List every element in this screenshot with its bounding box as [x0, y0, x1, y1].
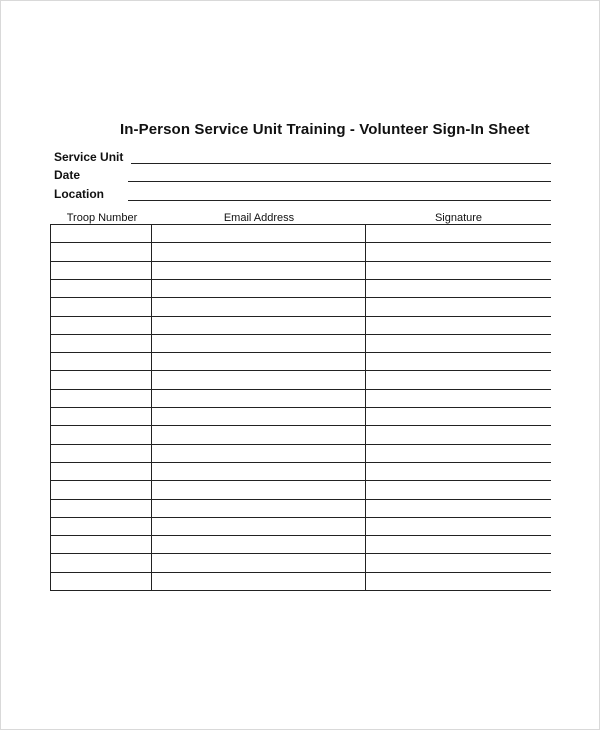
table-bottom-border: [50, 590, 551, 591]
email-address-cell[interactable]: [152, 536, 366, 553]
location-label: Location: [54, 187, 104, 201]
service-unit-line[interactable]: [131, 163, 551, 164]
table-row: [50, 407, 551, 425]
table-row: [50, 334, 551, 352]
email-address-cell[interactable]: [152, 280, 366, 297]
email-address-cell[interactable]: [152, 262, 366, 279]
table-row: [50, 553, 551, 571]
table-row: [50, 462, 551, 480]
email-address-cell[interactable]: [152, 371, 366, 388]
email-address-cell[interactable]: [152, 554, 366, 571]
signature-cell[interactable]: [366, 353, 551, 370]
signature-cell[interactable]: [366, 243, 551, 260]
email-address-cell[interactable]: [152, 335, 366, 352]
email-address-cell[interactable]: [152, 518, 366, 535]
table-row: [50, 316, 551, 334]
signature-cell[interactable]: [366, 371, 551, 388]
table-row: [50, 352, 551, 370]
service-unit-field: [54, 150, 551, 168]
troop-number-cell[interactable]: [52, 518, 152, 535]
table-row: [50, 444, 551, 462]
signature-cell[interactable]: [366, 554, 551, 571]
sheet-title: In-Person Service Unit Training - Volunteer Sign-In Sheet: [120, 121, 530, 138]
email-address-cell[interactable]: [152, 500, 366, 517]
troop-number-cell[interactable]: [52, 445, 152, 462]
location-line[interactable]: [128, 200, 551, 201]
table-row: [50, 425, 551, 443]
email-address-cell[interactable]: [152, 481, 366, 498]
troop-number-cell[interactable]: [52, 317, 152, 334]
table-row: [50, 517, 551, 535]
troop-number-cell[interactable]: [52, 536, 152, 553]
signature-cell[interactable]: [366, 500, 551, 517]
location-field: [54, 187, 551, 205]
email-address-cell[interactable]: [152, 408, 366, 425]
signature-cell[interactable]: [366, 426, 551, 443]
table-row: [50, 279, 551, 297]
signature-cell[interactable]: [366, 317, 551, 334]
troop-number-cell[interactable]: [52, 500, 152, 517]
troop-number-cell[interactable]: [52, 298, 152, 315]
date-label: Date: [54, 168, 81, 182]
table-row: [50, 224, 551, 242]
email-address-cell[interactable]: [152, 243, 366, 260]
signature-cell[interactable]: [366, 280, 551, 297]
troop-number-cell[interactable]: [52, 408, 152, 425]
signature-cell[interactable]: [366, 390, 551, 407]
troop-number-cell[interactable]: [52, 243, 152, 260]
troop-number-cell[interactable]: [52, 426, 152, 443]
signature-cell[interactable]: [366, 481, 551, 498]
troop-number-cell[interactable]: [52, 335, 152, 352]
email-address-cell[interactable]: [152, 573, 366, 590]
signature-cell[interactable]: [366, 463, 551, 480]
signature-cell[interactable]: [366, 335, 551, 352]
email-address-cell[interactable]: [152, 225, 366, 242]
table-left-border: [50, 224, 51, 591]
signature-cell[interactable]: [366, 445, 551, 462]
troop-number-cell[interactable]: [52, 463, 152, 480]
table-row: [50, 572, 551, 590]
troop-number-cell[interactable]: [52, 390, 152, 407]
email-address-header: Email Address: [223, 212, 295, 224]
troop-number-cell[interactable]: [52, 371, 152, 388]
troop-number-cell[interactable]: [52, 481, 152, 498]
troop-number-cell[interactable]: [52, 353, 152, 370]
signature-cell[interactable]: [366, 225, 551, 242]
column-divider: [365, 224, 366, 591]
table-row: [50, 370, 551, 388]
troop-number-cell[interactable]: [52, 225, 152, 242]
email-address-cell[interactable]: [152, 445, 366, 462]
sign-in-table: [50, 210, 551, 597]
troop-number-header: Troop Number: [66, 212, 138, 224]
table-row: [50, 499, 551, 517]
table-row: [50, 535, 551, 553]
signature-cell[interactable]: [366, 262, 551, 279]
date-field: [54, 168, 551, 186]
date-line[interactable]: [128, 181, 551, 182]
table-row: [50, 261, 551, 279]
signature-cell[interactable]: [366, 536, 551, 553]
email-address-cell[interactable]: [152, 463, 366, 480]
email-address-cell[interactable]: [152, 298, 366, 315]
table-row: [50, 480, 551, 498]
service-unit-label: Service Unit: [54, 150, 124, 164]
email-address-cell[interactable]: [152, 317, 366, 334]
table-row: [50, 389, 551, 407]
troop-number-cell[interactable]: [52, 554, 152, 571]
column-divider: [151, 224, 152, 591]
email-address-cell[interactable]: [152, 353, 366, 370]
troop-number-cell[interactable]: [52, 280, 152, 297]
signature-header: Signature: [434, 212, 483, 224]
email-address-cell[interactable]: [152, 426, 366, 443]
troop-number-cell[interactable]: [52, 262, 152, 279]
troop-number-cell[interactable]: [52, 573, 152, 590]
table-row: [50, 297, 551, 315]
table-row: [50, 242, 551, 260]
signature-cell[interactable]: [366, 518, 551, 535]
signature-cell[interactable]: [366, 408, 551, 425]
signature-cell[interactable]: [366, 298, 551, 315]
signature-cell[interactable]: [366, 573, 551, 590]
email-address-cell[interactable]: [152, 390, 366, 407]
